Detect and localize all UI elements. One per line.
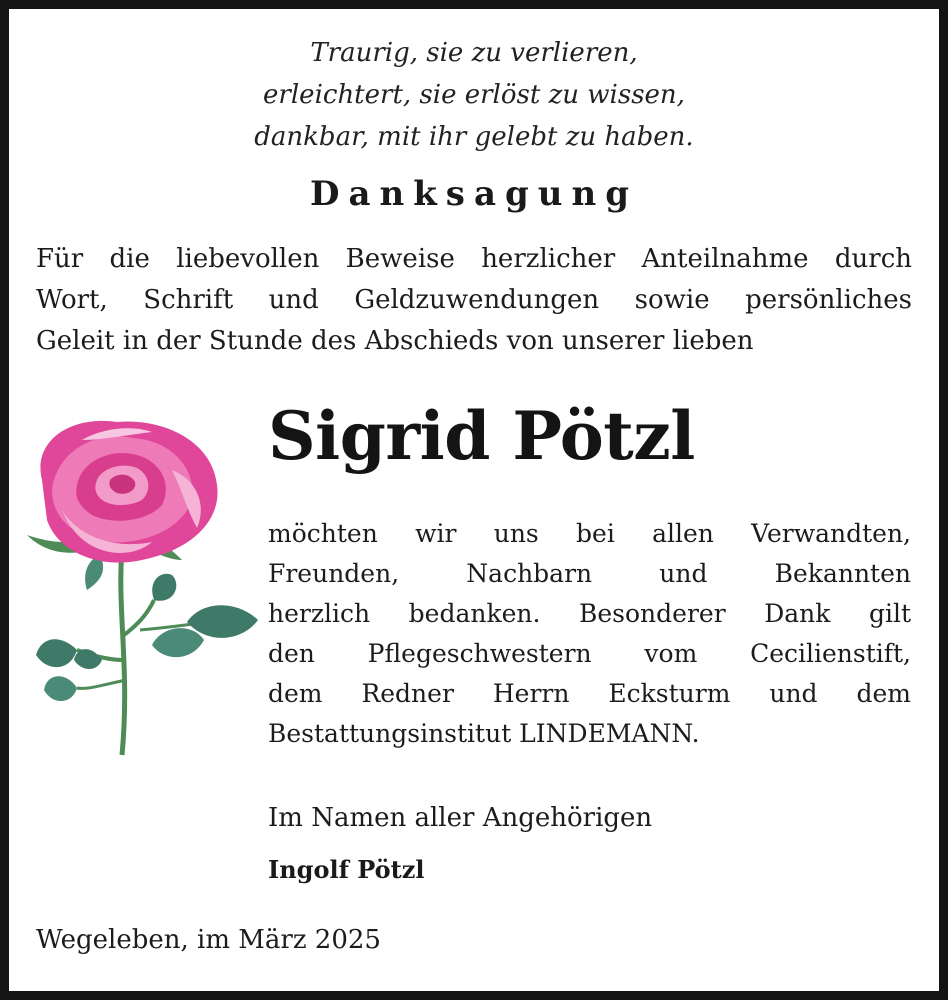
body-line-3: herzlich bedanken. Besonderer Dank gilt: [268, 599, 911, 628]
intro-line-3: Geleit in der Stunde des Abschieds von unserer lieben: [36, 326, 754, 356]
closing-line: Im Namen aller Angehörigen: [268, 803, 653, 833]
poem-line-2: erleichtert, sie erlöst zu wissen,: [263, 80, 685, 110]
heading-danksagung: Danksagung: [310, 174, 638, 214]
intro-line-2: Wort, Schrift und Geldzuwendungen sowie persönliches: [36, 285, 912, 315]
intro-line-1: Für die liebevollen Beweise herzlicher Anteilnahme durch: [36, 244, 912, 274]
poem-line-3: dankbar, mit ihr gelebt zu haben.: [254, 122, 694, 152]
body-line-5: dem Redner Herrn Ecksturm und dem: [268, 679, 911, 708]
body-line-2: Freunden, Nachbarn und Bekannten: [268, 559, 911, 588]
body-line-4: den Pflegeschwestern vom Cecilienstift,: [268, 639, 911, 668]
poem-line-1: Traurig, sie zu verlieren,: [310, 38, 638, 68]
signer-name: Ingolf Pötzl: [268, 855, 425, 884]
place-date: Wegeleben, im März 2025: [36, 925, 381, 955]
deceased-name: Sigrid Pötzl: [268, 397, 695, 475]
body-line-1: möchten wir uns bei allen Verwandten,: [268, 519, 911, 548]
body-line-6: Bestattungsinstitut LINDEMANN.: [268, 719, 700, 748]
pink-rose-icon: [22, 410, 262, 765]
